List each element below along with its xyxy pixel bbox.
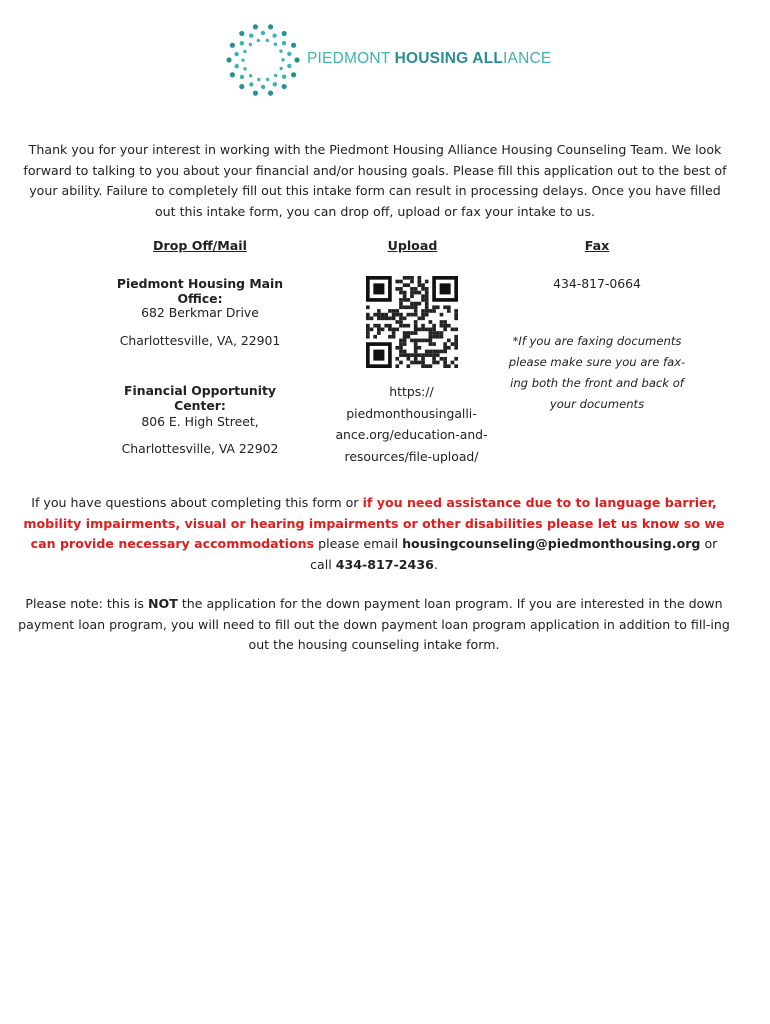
qr-module bbox=[395, 309, 399, 313]
qr-module bbox=[366, 324, 370, 328]
qr-module bbox=[425, 328, 429, 332]
note-paragraph bbox=[18, 594, 730, 656]
qr-module bbox=[406, 364, 410, 368]
qr-module bbox=[392, 309, 396, 313]
qr-module bbox=[377, 313, 381, 317]
qr-module bbox=[436, 350, 440, 354]
qr-module bbox=[399, 287, 403, 291]
qr-module bbox=[432, 309, 436, 313]
qr-module bbox=[436, 331, 440, 335]
logo-wordmark bbox=[307, 50, 551, 68]
qr-module bbox=[451, 342, 455, 346]
upload-url-line: https:// bbox=[389, 384, 434, 399]
qr-module bbox=[443, 361, 447, 365]
qr-module bbox=[406, 335, 410, 339]
qr-module bbox=[395, 357, 399, 361]
qr-module bbox=[425, 291, 429, 295]
logo-dot bbox=[282, 41, 286, 45]
qr-module bbox=[388, 324, 392, 328]
qr-module bbox=[418, 280, 422, 284]
upload-url[interactable] bbox=[325, 381, 498, 467]
qr-module bbox=[403, 353, 407, 357]
qr-module bbox=[399, 302, 403, 306]
qr-module bbox=[406, 283, 410, 287]
qr-module bbox=[399, 316, 403, 320]
logo-mark-icon bbox=[225, 20, 305, 100]
qr-module bbox=[421, 357, 425, 361]
qr-module bbox=[381, 328, 385, 332]
fax-heading: Fax bbox=[584, 238, 610, 253]
qr-module bbox=[406, 305, 410, 309]
qr-module bbox=[399, 339, 403, 343]
qr-module bbox=[388, 335, 392, 339]
qr-module bbox=[406, 353, 410, 357]
logo-text-iance: IANCE bbox=[503, 50, 552, 67]
logo-dot bbox=[282, 84, 287, 89]
qr-module bbox=[399, 361, 403, 365]
assistance-paragraph bbox=[18, 493, 730, 575]
logo-dot bbox=[249, 82, 253, 86]
qr-module bbox=[440, 313, 444, 317]
logo-dot bbox=[291, 43, 296, 48]
qr-module bbox=[410, 287, 414, 291]
logo-dot bbox=[268, 24, 273, 29]
qr-module bbox=[395, 287, 399, 291]
logo-dot bbox=[261, 31, 265, 35]
logo-dot bbox=[239, 84, 244, 89]
qr-module bbox=[395, 320, 399, 324]
qr-module bbox=[403, 324, 407, 328]
qr-module bbox=[440, 331, 444, 335]
qr-module bbox=[454, 309, 458, 313]
logo-dot bbox=[240, 75, 244, 79]
qr-module bbox=[421, 328, 425, 332]
logo-dot bbox=[279, 49, 282, 52]
qr-module bbox=[403, 342, 407, 346]
qr-module bbox=[392, 313, 396, 317]
qr-module bbox=[403, 298, 407, 302]
upload-qr-code-icon[interactable] bbox=[366, 276, 458, 368]
qr-module bbox=[451, 328, 455, 332]
upload-url-line: resources/file-upload/ bbox=[344, 448, 479, 464]
qr-module bbox=[447, 339, 451, 343]
qr-module bbox=[410, 339, 414, 343]
qr-module bbox=[418, 291, 422, 295]
logo-dot bbox=[249, 34, 253, 38]
qr-module bbox=[440, 283, 451, 294]
qr-module bbox=[381, 313, 385, 317]
foc-name: Financial Opportunity Center: bbox=[124, 383, 276, 413]
logo-dot bbox=[274, 74, 277, 77]
logo-dot bbox=[234, 52, 238, 56]
qr-module bbox=[414, 287, 418, 291]
qr-module bbox=[440, 357, 444, 361]
qr-module bbox=[414, 357, 418, 361]
qr-module bbox=[414, 339, 418, 343]
qr-module bbox=[429, 364, 433, 368]
qr-module bbox=[414, 324, 418, 328]
upload-url-line: piedmonthousingalli- bbox=[346, 405, 477, 421]
logo-dot bbox=[230, 72, 235, 77]
qr-module bbox=[399, 291, 403, 295]
qr-module bbox=[454, 316, 458, 320]
qr-module bbox=[429, 331, 433, 335]
qr-module bbox=[370, 328, 374, 332]
qr-module bbox=[377, 324, 381, 328]
qr-module bbox=[443, 346, 447, 350]
qr-module bbox=[414, 309, 418, 313]
qr-module bbox=[418, 346, 422, 350]
qr-module bbox=[399, 353, 403, 357]
logo-dot bbox=[294, 57, 299, 62]
qr-module bbox=[384, 324, 388, 328]
qr-module bbox=[418, 353, 422, 357]
qr-module bbox=[392, 335, 396, 339]
qr-module bbox=[454, 364, 458, 368]
qr-module bbox=[425, 305, 429, 309]
main-office-city: Charlottesville, VA, 22901 bbox=[119, 333, 281, 348]
note-emphasis: NOT bbox=[147, 596, 178, 611]
qr-module bbox=[440, 335, 444, 339]
qr-module bbox=[377, 316, 381, 320]
qr-module bbox=[436, 353, 440, 357]
logo-dot bbox=[287, 64, 291, 68]
qr-module bbox=[392, 328, 396, 332]
qr-module bbox=[366, 316, 370, 320]
piedmont-housing-alliance-logo bbox=[225, 20, 555, 100]
qr-module bbox=[410, 280, 414, 284]
qr-module bbox=[421, 313, 425, 317]
qr-module bbox=[429, 309, 433, 313]
qr-module bbox=[414, 320, 418, 324]
qr-module bbox=[403, 294, 407, 298]
qr-module bbox=[425, 294, 429, 298]
qr-module bbox=[432, 361, 436, 365]
qr-module bbox=[425, 339, 429, 343]
logo-dot bbox=[253, 24, 258, 29]
qr-module bbox=[432, 331, 436, 335]
qr-module bbox=[429, 328, 433, 332]
qr-module bbox=[366, 305, 370, 309]
qr-module bbox=[436, 305, 440, 309]
qr-module bbox=[454, 346, 458, 350]
qr-module bbox=[425, 302, 429, 306]
qr-module bbox=[403, 331, 407, 335]
qr-module bbox=[403, 335, 407, 339]
main-office-name: Piedmont Housing Main Office: bbox=[116, 276, 284, 306]
qr-module bbox=[418, 302, 422, 306]
logo-dot bbox=[287, 52, 291, 56]
qr-module bbox=[418, 316, 422, 320]
qr-module bbox=[414, 342, 418, 346]
logo-dot bbox=[272, 33, 276, 37]
qr-module bbox=[399, 313, 403, 317]
qr-module bbox=[377, 331, 381, 335]
qr-module bbox=[429, 342, 433, 346]
qr-module bbox=[429, 350, 433, 354]
qr-module bbox=[414, 353, 418, 357]
qr-module bbox=[432, 350, 436, 354]
qr-module bbox=[429, 320, 433, 324]
logo-dot bbox=[243, 67, 246, 70]
qr-module bbox=[425, 353, 429, 357]
qr-module bbox=[403, 291, 407, 295]
qr-module bbox=[406, 313, 410, 317]
contact-email[interactable]: housingcounseling@piedmonthousing.org bbox=[402, 536, 701, 551]
qr-module bbox=[384, 316, 388, 320]
qr-module bbox=[410, 305, 414, 309]
qr-module bbox=[421, 353, 425, 357]
qr-module bbox=[425, 280, 429, 284]
qr-module bbox=[395, 364, 399, 368]
logo-dot bbox=[274, 43, 277, 46]
qr-module bbox=[414, 328, 418, 332]
qr-module bbox=[392, 316, 396, 320]
qr-module bbox=[373, 283, 384, 294]
qr-module bbox=[373, 335, 377, 339]
logo-dot bbox=[257, 39, 260, 42]
note-text: the application for the down payment loan program. If you are interested in the down payment loan program, you will need to fill out the down payment loan program application in addition to fill-ing out the housing counseling intake form. bbox=[18, 596, 730, 652]
logo-dot bbox=[253, 91, 258, 96]
logo-dot bbox=[282, 75, 286, 79]
logo-dot bbox=[235, 64, 239, 68]
qr-module bbox=[425, 313, 429, 317]
qr-module bbox=[392, 331, 396, 335]
logo-text-piedmont: PIEDMONT bbox=[307, 50, 395, 67]
qr-module bbox=[403, 305, 407, 309]
qr-module bbox=[414, 291, 418, 295]
logo-dot bbox=[249, 43, 252, 46]
qr-module bbox=[414, 361, 418, 365]
qr-module bbox=[425, 364, 429, 368]
qr-module bbox=[403, 316, 407, 320]
logo-dot bbox=[226, 57, 231, 62]
qr-module bbox=[454, 339, 458, 343]
qr-module bbox=[395, 328, 399, 332]
qr-module bbox=[421, 309, 425, 313]
fax-note: *If you are faxing documents please make sure you are fax-ing both the front and back of your documents bbox=[508, 334, 686, 411]
qr-module bbox=[410, 361, 414, 365]
qr-module bbox=[440, 324, 444, 328]
qr-module bbox=[429, 339, 433, 343]
qr-module bbox=[447, 305, 451, 309]
qr-module bbox=[395, 313, 399, 317]
assistance-highlight: if you need assistance due to to language barrier, mobility impairments, visual or hearing impairments or other disabilities please let us know so we can provide necessary accommodations bbox=[23, 495, 725, 551]
logo-dot bbox=[240, 41, 244, 45]
qr-module bbox=[421, 361, 425, 365]
qr-module bbox=[377, 309, 381, 313]
qr-module bbox=[443, 328, 447, 332]
intro-paragraph: Thank you for your interest in working with the Piedmont Housing Alliance Housing Counseling Team. We look forward to talking to you about your financial and/or housing goals. Please fill this application out to the best of your ability. Failure to completely fill out this intake form can result in processing delays. Once you have filled out this intake form, you can drop off, upload or fax your intake to us. bbox=[23, 142, 727, 219]
qr-module bbox=[410, 353, 414, 357]
qr-module bbox=[432, 335, 436, 339]
qr-module bbox=[406, 276, 410, 280]
qr-module bbox=[399, 320, 403, 324]
qr-module bbox=[418, 339, 422, 343]
qr-module bbox=[373, 324, 377, 328]
qr-module bbox=[399, 342, 403, 346]
logo-dot bbox=[239, 31, 244, 36]
dropoff-heading: Drop Off/Mail bbox=[153, 238, 247, 253]
qr-module bbox=[399, 305, 403, 309]
logo-text-housing: HOUSING ALL bbox=[394, 50, 504, 67]
logo-dot bbox=[282, 31, 287, 36]
qr-module bbox=[381, 316, 385, 320]
qr-module bbox=[373, 313, 377, 317]
qr-module bbox=[447, 346, 451, 350]
logo-dot bbox=[266, 78, 269, 81]
qr-module bbox=[403, 276, 407, 280]
qr-module bbox=[414, 331, 418, 335]
qr-module bbox=[410, 276, 414, 280]
qr-module bbox=[454, 313, 458, 317]
qr-module bbox=[388, 328, 392, 332]
logo-dot bbox=[243, 50, 246, 53]
qr-module bbox=[406, 357, 410, 361]
qr-module bbox=[403, 283, 407, 287]
qr-module bbox=[414, 346, 418, 350]
qr-module bbox=[421, 298, 425, 302]
qr-module bbox=[432, 357, 436, 361]
qr-module bbox=[399, 298, 403, 302]
logo-dot bbox=[279, 67, 282, 70]
logo-dot bbox=[230, 43, 235, 48]
logo-dot bbox=[291, 72, 296, 77]
qr-module bbox=[406, 298, 410, 302]
qr-module bbox=[447, 324, 451, 328]
qr-module bbox=[443, 320, 447, 324]
qr-module bbox=[421, 287, 425, 291]
qr-module bbox=[454, 328, 458, 332]
qr-module bbox=[418, 361, 422, 365]
qr-module bbox=[425, 287, 429, 291]
qr-module bbox=[421, 316, 425, 320]
qr-module bbox=[410, 302, 414, 306]
foc-city: Charlottesville, VA 22902 bbox=[121, 441, 279, 456]
qr-module bbox=[421, 364, 425, 368]
upload-heading: Upload bbox=[387, 238, 438, 253]
qr-module bbox=[366, 313, 370, 317]
qr-module bbox=[399, 280, 403, 284]
qr-module bbox=[432, 353, 436, 357]
qr-module bbox=[447, 309, 451, 313]
qr-module bbox=[414, 313, 418, 317]
qr-module bbox=[414, 302, 418, 306]
upload-url-line: ance.org/education-and- bbox=[335, 427, 488, 442]
qr-module bbox=[443, 305, 447, 309]
qr-module bbox=[425, 309, 429, 313]
logo-dot bbox=[249, 74, 252, 77]
logo-dot bbox=[281, 58, 284, 61]
qr-module bbox=[399, 346, 403, 350]
qr-module bbox=[443, 342, 447, 346]
qr-module bbox=[410, 331, 414, 335]
qr-module bbox=[429, 353, 433, 357]
qr-module bbox=[384, 313, 388, 317]
assistance-text: please email bbox=[314, 536, 403, 551]
qr-module bbox=[418, 283, 422, 287]
qr-module bbox=[370, 316, 374, 320]
qr-module bbox=[377, 328, 381, 332]
qr-module bbox=[388, 309, 392, 313]
logo-dot bbox=[266, 39, 269, 42]
qr-module bbox=[421, 339, 425, 343]
qr-module bbox=[406, 331, 410, 335]
qr-module bbox=[454, 357, 458, 361]
qr-module bbox=[443, 324, 447, 328]
qr-module bbox=[421, 324, 425, 328]
qr-module bbox=[406, 324, 410, 328]
qr-module bbox=[403, 350, 407, 354]
qr-module bbox=[454, 335, 458, 339]
qr-module bbox=[436, 361, 440, 365]
qr-module bbox=[443, 350, 447, 354]
qr-module bbox=[429, 335, 433, 339]
qr-module bbox=[399, 324, 403, 328]
qr-module bbox=[403, 339, 407, 343]
qr-module bbox=[432, 342, 436, 346]
qr-module bbox=[421, 294, 425, 298]
qr-module bbox=[432, 328, 436, 332]
qr-module bbox=[451, 361, 455, 365]
qr-module bbox=[418, 276, 422, 280]
qr-module bbox=[395, 280, 399, 284]
contact-phone[interactable]: 434-817-2436 bbox=[335, 556, 434, 572]
qr-module bbox=[418, 328, 422, 332]
main-office-street: 682 Berkmar Drive bbox=[141, 305, 259, 320]
qr-module bbox=[366, 328, 370, 332]
qr-module bbox=[432, 324, 436, 328]
note-text: Please note: this is bbox=[25, 596, 148, 611]
qr-module bbox=[410, 291, 414, 295]
qr-module bbox=[432, 305, 436, 309]
qr-module bbox=[443, 357, 447, 361]
qr-module bbox=[366, 331, 370, 335]
qr-module bbox=[447, 364, 451, 368]
qr-module bbox=[399, 350, 403, 354]
qr-module bbox=[436, 335, 440, 339]
qr-module bbox=[440, 350, 444, 354]
qr-module bbox=[388, 316, 392, 320]
qr-module bbox=[421, 283, 425, 287]
qr-module bbox=[414, 350, 418, 354]
logo-dot bbox=[273, 82, 277, 86]
qr-module bbox=[410, 313, 414, 317]
logo-dot bbox=[268, 91, 273, 96]
logo-dot bbox=[241, 58, 244, 61]
qr-module bbox=[425, 298, 429, 302]
qr-module bbox=[440, 320, 444, 324]
logo-dot bbox=[261, 85, 265, 89]
fax-number: 434-817-0664 bbox=[553, 276, 641, 291]
qr-module bbox=[410, 294, 414, 298]
qr-module bbox=[414, 305, 418, 309]
assistance-text: . bbox=[433, 556, 438, 572]
qr-module bbox=[395, 346, 399, 350]
assistance-text: or call bbox=[310, 536, 718, 572]
logo-dot bbox=[257, 78, 260, 81]
qr-module bbox=[443, 364, 447, 368]
qr-module bbox=[454, 342, 458, 346]
qr-module bbox=[373, 350, 384, 361]
qr-module bbox=[425, 350, 429, 354]
qr-module bbox=[366, 335, 370, 339]
assistance-text: If you have questions about completing this form or bbox=[31, 495, 363, 510]
foc-street: 806 E. High Street, bbox=[141, 414, 259, 429]
